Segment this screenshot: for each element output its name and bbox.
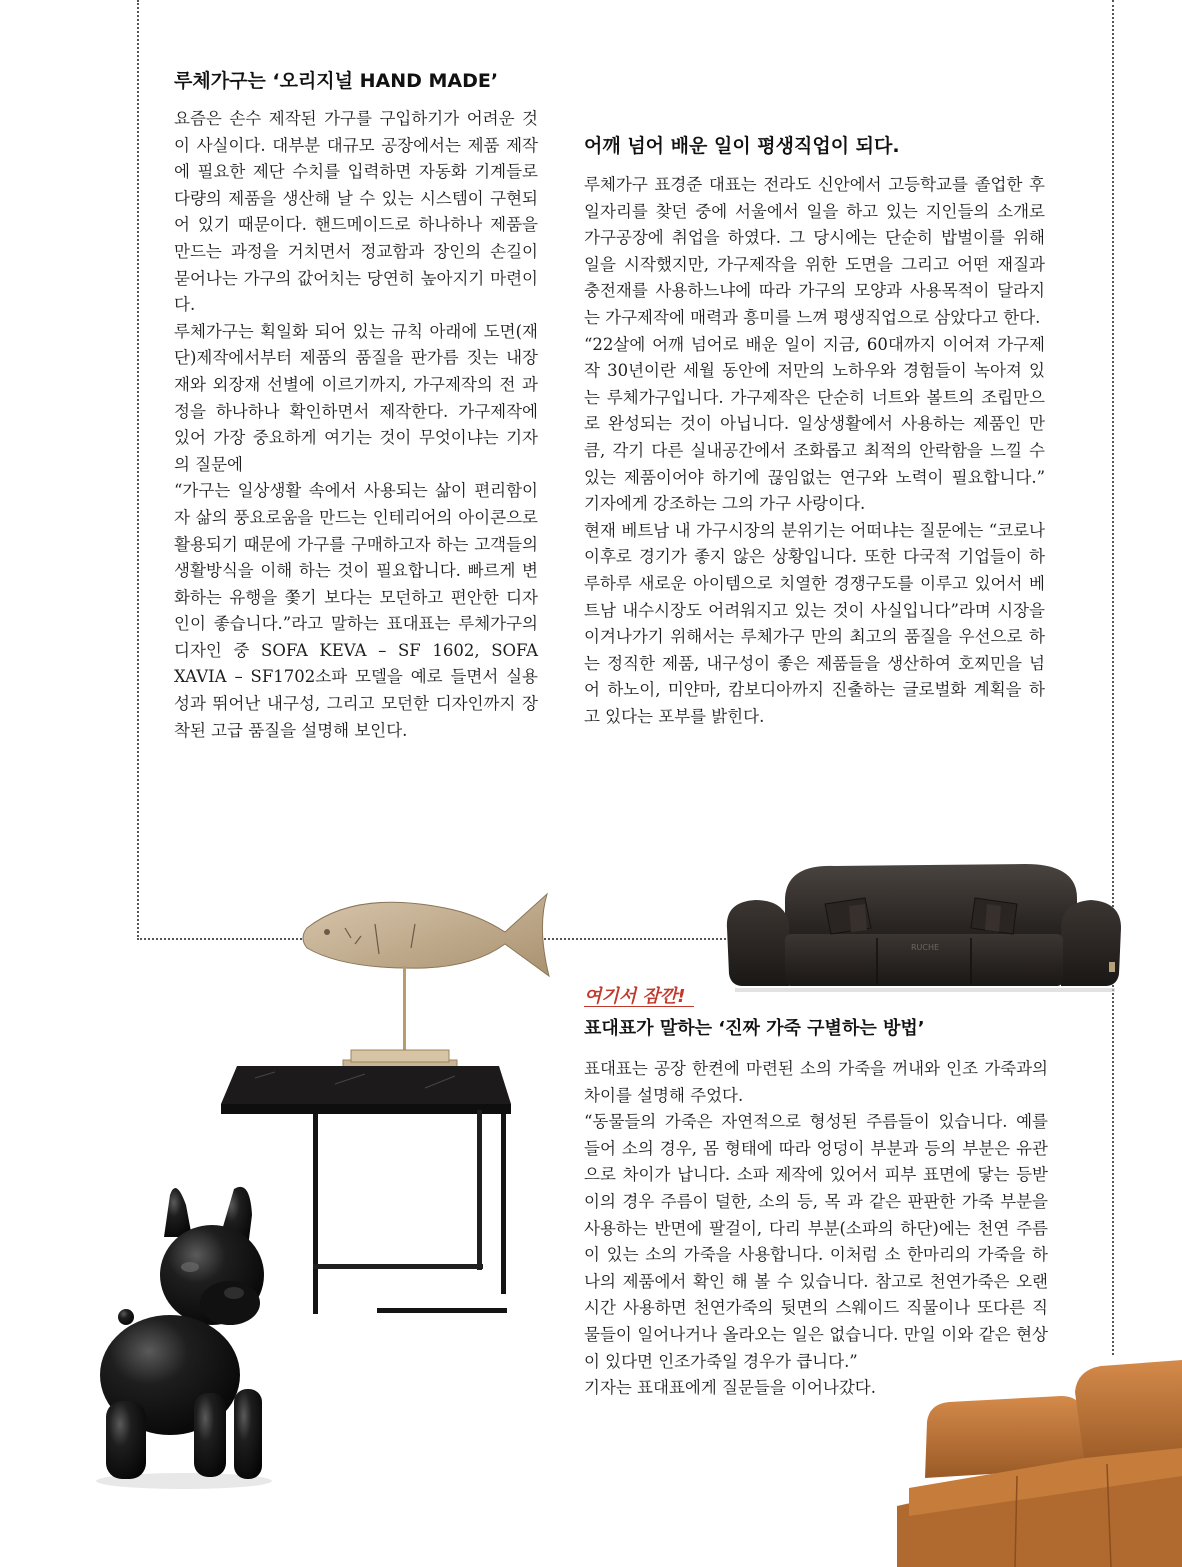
- right-paragraph-3: 현재 베트남 내 가구시장의 분위기는 어떠냐는 질문에는 “코로나 이후로 경기가 좋지 않은 상황입니다. 또한 다국적 기업들이 하루하루 새로운 아이템으로 치열한 경쟁구도를 이루고 있어서 베트남 내수시장도 어려워지고 있는 것이 사실입니다”라며 시장을 이겨나가기 위해서는 루체가구 만의 최고의 품질을 우선으로 하는 정직한 제품, 내구성이 좋은 제품들을 생산하여 호찌민을 넘어 하노이, 미얀마, 캄보디아까지 진출하는 글로벌화 계획을 하고 있다는 포부를 밝힌다.: [584, 520, 1045, 726]
- right-article-body: [584, 172, 1045, 730]
- black-bulldog-figurine-image: [84, 1175, 274, 1490]
- sidebar-kicker-underline: [584, 1006, 694, 1007]
- frame-line-left: [137, 0, 139, 940]
- sidebar-paragraph-2: “동물들의 가죽은 자연적으로 형성된 주름들이 있습니다. 예를 들어 소의 경우, 몸 형태에 따라 엉덩이 부분과 등의 부분은 유관으로 차이가 납니다. 소파 제작에 있어서 피부 표면에 닿는 등받이의 경우 주름이 덜한, 소의 등, 목 과 같은 판판한 가죽 부분을 사용하는 반면에 팔걸이, 다리 부분(소파의 하단)에는 천연 주름이 있는 소의 가죽을 사용합니다. 이처럼 소 한마리의 가죽을 하나의 제품에서 확인 해 볼 수 있습니다. 참고로 천연가죽은 오랜시간 사용하면 천연가죽의 뒷면의 스웨이드 직물이나 또다른 직물들이 일어나거나 올라오는 일은 없습니다. 만일 이와 같은 현상이 있다면 인조가죽일 경우가 큽니다.”: [584, 1112, 1048, 1371]
- left-paragraph-3: “가구는 일상생활 속에서 사용되는 삶이 편리함이자 삶의 풍요로움을 만드는 인테리어의 아이콘으로 활용되기 때문에 가구를 구매하고자 하는 고객들의 생활방식을 이해 하는 것이 필요합니다. 빠르게 변화하는 유행을 쫓기 보다는 모던하고 편안한 디자인이 좋습니다.”라고 말하는 표대표는 루체가구의 디자인 중 SOFA KEVA – SF 1602, SOFA XAVIA – SF1702소파 모델을 예로 들면서 실용성과 뛰어난 내구성, 그리고 모던한 디자인까지 장착된 고급 품질을 설명해 보인다.: [174, 481, 538, 740]
- sofa-watermark: RUCHE: [910, 943, 940, 952]
- tan-leather-sofa-image: [897, 1356, 1182, 1567]
- right-paragraph-2: “22살에 어깨 넘어로 배운 일이 지금, 60대까지 이어져 가구제작 30년이란 세월 동안에 저만의 노하우와 경험들이 녹아져 있는 루체가구입니다. 가구제작은 단순히 너트와 볼트의 조립만으로 완성되는 것이 아닙니다. 일상생활에서 사용하는 제품인 만큼, 각기 다른 실내공간에서 조화롭고 최적의 안락함을 느낄 수 있는 제품이어야 하기에 끊임없는 연구와 노력이 필요합니다.” 기자에게 강조하는 그의 가구 사랑이다.: [584, 334, 1045, 514]
- sidebar-heading: 표대표가 말하는 ‘진짜 가죽 구별하는 방법’: [584, 1018, 925, 1039]
- frame-line-right: [1112, 0, 1114, 915]
- sidebar-paragraph-3: 기자는 표대표에게 질문들을 이어나갔다.: [584, 1378, 876, 1398]
- sidebar-kicker: 여기서 잠깐!: [584, 986, 686, 1007]
- left-paragraph-2: 루체가구는 획일화 되어 있는 규칙 아래에 도면(재단)제작에서부터 제품의 품질을 판가름 짓는 내장재와 외장재 선별에 이르기까지, 가구제작의 전 과정을 하나하나 확인하면서 제작한다. 가구제작에 있어 가장 중요하게 여기는 것이 무엇이냐는 기자의 질문에: [174, 321, 538, 474]
- right-article-heading: 어깨 넘어 배운 일이 평생직업이 되다.: [584, 135, 900, 157]
- left-article-body: [174, 106, 538, 744]
- sidebar-paragraph-1: 표대표는 공장 한켠에 마련된 소의 가죽을 꺼내와 인조 가죽과의 차이를 설명해 주었다.: [584, 1059, 1048, 1105]
- left-article-heading: 루체가구는 ‘오리지널 HAND MADE’: [174, 70, 499, 92]
- left-paragraph-1: 요즘은 손수 제작된 가구를 구입하기가 어려운 것이 사실이다. 대부분 대규모 공장에서는 제품 제작에 필요한 제단 수치를 입력하면 자동화 기계들로 다량의 제품을 생산해 날 수 있는 시스템이 구현되어 있기 때문이다. 핸드메이드로 하나하나 제품을 만드는 과정을 거치면서 정교함과 장인의 손길이 묻어나는 가구의 값어치는 당연히 높아지기 마련이다.: [174, 109, 538, 315]
- sidebar-body: [584, 1056, 1048, 1402]
- dark-leather-sofa-image: [725, 858, 1123, 993]
- frame-line-right-lower: [1112, 985, 1114, 1355]
- right-paragraph-1: 루체가구 표경준 대표는 전라도 신안에서 고등학교를 졸업한 후 일자리를 찾던 중에 서울에서 일을 하고 있는 지인들의 소개로 가구공장에 취업을 하였다. 그 당시에는 단순히 밥벌이를 위해 일을 시작했지만, 가구제작을 위한 도면을 그리고 어떤 재질과 충전재를 사용하느냐에 따라 가구의 모양과 사용목적이 달라지는 가구제작에 매력과 흥미를 느껴 평생직업으로 삼았다고 한다.: [584, 175, 1045, 327]
